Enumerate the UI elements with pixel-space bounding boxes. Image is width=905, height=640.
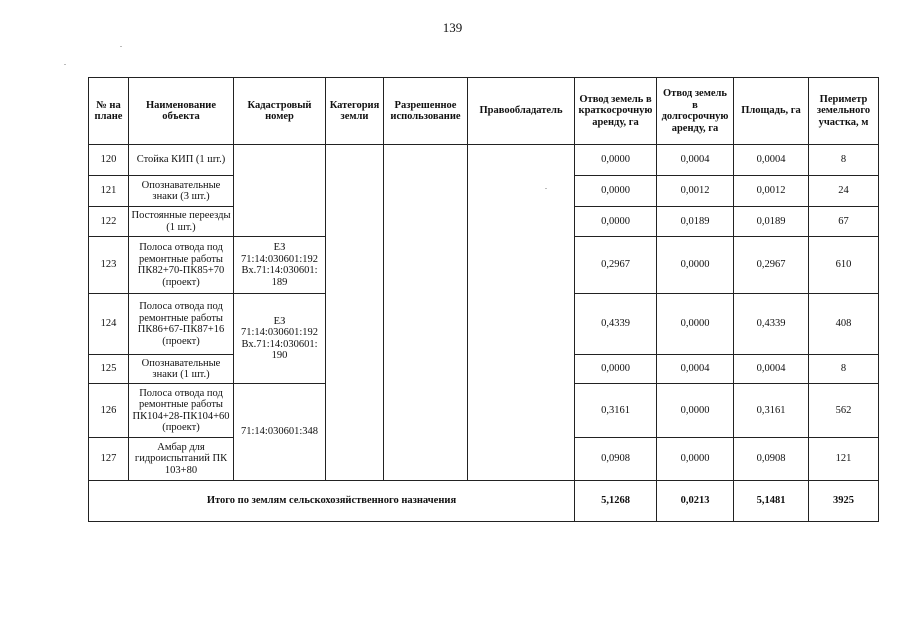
row-long-lease: 0,0004	[657, 145, 734, 176]
row-perimeter: 610	[809, 237, 879, 294]
row-name: Стойка КИП (1 шт.)	[129, 145, 234, 176]
row-area: 0,3161	[734, 384, 809, 438]
scan-speck	[64, 64, 66, 65]
row-num: 120	[89, 145, 129, 176]
page-number: 139	[442, 20, 463, 35]
row-perimeter: 67	[809, 207, 879, 237]
total-perimeter: 3925	[809, 481, 879, 522]
row-long-lease: 0,0000	[657, 384, 734, 438]
owner-blank	[468, 145, 575, 481]
use-blank	[384, 145, 468, 481]
row-area: 0,0004	[734, 145, 809, 176]
row-name: Полоса отвода под ремонтные работы ПК82+70-ПК85+70 (проект)	[129, 237, 234, 294]
row-perimeter: 8	[809, 355, 879, 384]
cadastral-blank	[234, 145, 326, 237]
row-name: Амбар для гидроиспытаний ПК 103+80	[129, 438, 234, 481]
header-perimeter: Периметр земельного участка, м	[809, 78, 879, 145]
land-allocation-table	[88, 77, 879, 522]
row-name: Опознавательные знаки (3 шт.)	[129, 176, 234, 207]
row-short-lease: 0,4339	[575, 294, 657, 355]
row-long-lease: 0,0000	[657, 438, 734, 481]
category-blank	[326, 145, 384, 481]
scan-speck	[120, 46, 122, 47]
row-long-lease: 0,0000	[657, 237, 734, 294]
row-name: Опознавательные знаки (1 шт.)	[129, 355, 234, 384]
row-short-lease: 0,0000	[575, 355, 657, 384]
row-name: Полоса отвода под ремонтные работы ПК86+67-ПК87+16 (проект)	[129, 294, 234, 355]
total-long-lease: 0,0213	[657, 481, 734, 522]
row-num: 123	[89, 237, 129, 294]
row-short-lease: 0,2967	[575, 237, 657, 294]
total-short-lease: 5,1268	[575, 481, 657, 522]
header-num: № на плане	[89, 78, 129, 145]
scan-speck	[545, 188, 547, 189]
row-num: 124	[89, 294, 129, 355]
header-owner: Правообладатель	[468, 78, 575, 145]
row-short-lease: 0,0000	[575, 207, 657, 237]
header-area: Площадь, га	[734, 78, 809, 145]
total-area: 5,1481	[734, 481, 809, 522]
row-num: 121	[89, 176, 129, 207]
row-short-lease: 0,0908	[575, 438, 657, 481]
row-area: 0,0012	[734, 176, 809, 207]
row-long-lease: 0,0000	[657, 294, 734, 355]
row-num: 126	[89, 384, 129, 438]
row-area: 0,0189	[734, 207, 809, 237]
row-name: Постоянные переезды (1 шт.)	[129, 207, 234, 237]
row-short-lease: 0,3161	[575, 384, 657, 438]
row-perimeter: 408	[809, 294, 879, 355]
header-category: Категория земли	[326, 78, 384, 145]
row-num: 122	[89, 207, 129, 237]
table-header-row	[89, 78, 879, 145]
row-cadastral: 71:14:030601:348	[234, 384, 326, 481]
header-long-lease: Отвод земель в долгосрочную аренду, га	[657, 78, 734, 145]
row-perimeter: 8	[809, 145, 879, 176]
row-short-lease: 0,0000	[575, 176, 657, 207]
row-area: 0,4339	[734, 294, 809, 355]
row-cadastral: ЕЗ 71:14:030601:192 Вх.71:14:030601: 190	[234, 294, 326, 384]
header-short-lease: Отвод земель в краткосрочную аренду, га	[575, 78, 657, 145]
row-long-lease: 0,0189	[657, 207, 734, 237]
row-long-lease: 0,0012	[657, 176, 734, 207]
row-long-lease: 0,0004	[657, 355, 734, 384]
row-area: 0,2967	[734, 237, 809, 294]
row-num: 127	[89, 438, 129, 481]
row-area: 0,0908	[734, 438, 809, 481]
header-name: Наименование объекта	[129, 78, 234, 145]
row-perimeter: 24	[809, 176, 879, 207]
row-cadastral: ЕЗ 71:14:030601:192 Вх.71:14:030601: 189	[234, 237, 326, 294]
row-area: 0,0004	[734, 355, 809, 384]
row-perimeter: 562	[809, 384, 879, 438]
total-label: Итого по землям сельскохозяйственного назначения	[89, 481, 575, 522]
table-row	[89, 145, 879, 176]
header-cadastral: Кадастровый номер	[234, 78, 326, 145]
row-short-lease: 0,0000	[575, 145, 657, 176]
header-use: Разрешенное использование	[384, 78, 468, 145]
total-row	[89, 481, 879, 522]
row-perimeter: 121	[809, 438, 879, 481]
row-num: 125	[89, 355, 129, 384]
row-name: Полоса отвода под ремонтные работы ПК104+28-ПК104+60 (проект)	[129, 384, 234, 438]
